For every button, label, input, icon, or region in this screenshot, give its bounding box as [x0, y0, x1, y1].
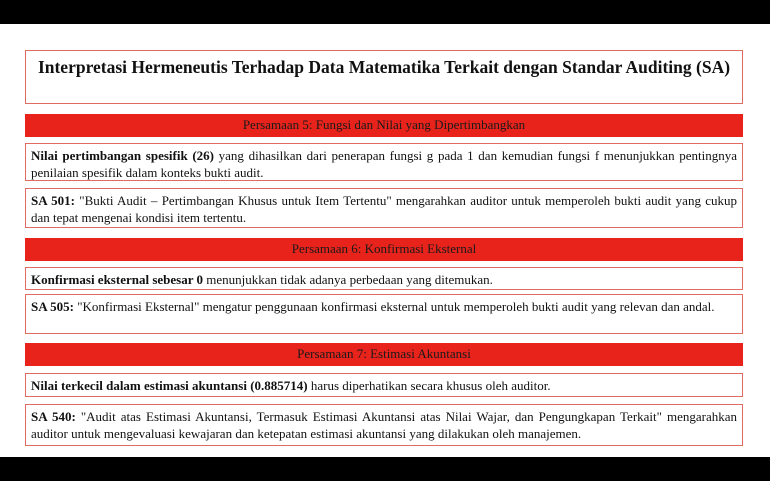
finding-box-persamaan-6: [25, 267, 743, 290]
finding-label: Konfirmasi eksternal sebesar 0: [31, 272, 203, 287]
standard-code: SA 540:: [31, 409, 76, 424]
finding-text: yang dihasilkan dari penerapan fungsi g pada 1 dan kemudian fungsi f menunjukkan pentingnya penilaian spesifik dalam konteks bukti audit.: [31, 148, 737, 180]
slide: [0, 24, 770, 457]
standard-code: SA 501:: [31, 193, 76, 208]
section-heading-persamaan-7: Persamaan 7: Estimasi Akuntansi: [25, 343, 743, 366]
finding-text: menunjukkan tidak adanya perbedaan yang ditemukan.: [203, 272, 493, 287]
standard-box-sa-540: [25, 404, 743, 446]
standard-code: SA 505:: [31, 299, 74, 314]
slide-title: Interpretasi Hermeneutis Terhadap Data Matematika Terkait dengan Standar Auditing (SA): [25, 50, 743, 104]
finding-label: Nilai pertimbangan spesifik (26): [31, 148, 214, 163]
finding-label: Nilai terkecil dalam estimasi akuntansi (0.885714): [31, 378, 308, 393]
section-heading-persamaan-6: Persamaan 6: Konfirmasi Eksternal: [25, 238, 743, 261]
standard-box-sa-501: [25, 188, 743, 228]
standard-text: "Konfirmasi Eksternal" mengatur penggunaan konfirmasi eksternal untuk memperoleh bukti audit yang relevan dan andal.: [73, 299, 715, 314]
finding-text: harus diperhatikan secara khusus oleh auditor.: [307, 378, 551, 393]
standard-text: "Bukti Audit – Pertimbangan Khusus untuk Item Tertentu" mengarahkan auditor untuk memperoleh bukti audit yang cukup dan tepat mengenai kondisi item tertentu.: [31, 193, 737, 225]
finding-box-persamaan-5: [25, 143, 743, 181]
standard-text: "Audit atas Estimasi Akuntansi, Termasuk Estimasi Akuntansi atas Nilai Wajar, dan Pengungkapan Terkait" mengarahkan auditor untuk mengevaluasi kewajaran dan ketepatan estimasi akuntansi yang dilakukan oleh manajemen.: [31, 409, 738, 441]
finding-box-persamaan-7: [25, 373, 743, 397]
standard-box-sa-505: [25, 294, 743, 334]
section-heading-persamaan-5: Persamaan 5: Fungsi dan Nilai yang Dipertimbangkan: [25, 114, 743, 137]
